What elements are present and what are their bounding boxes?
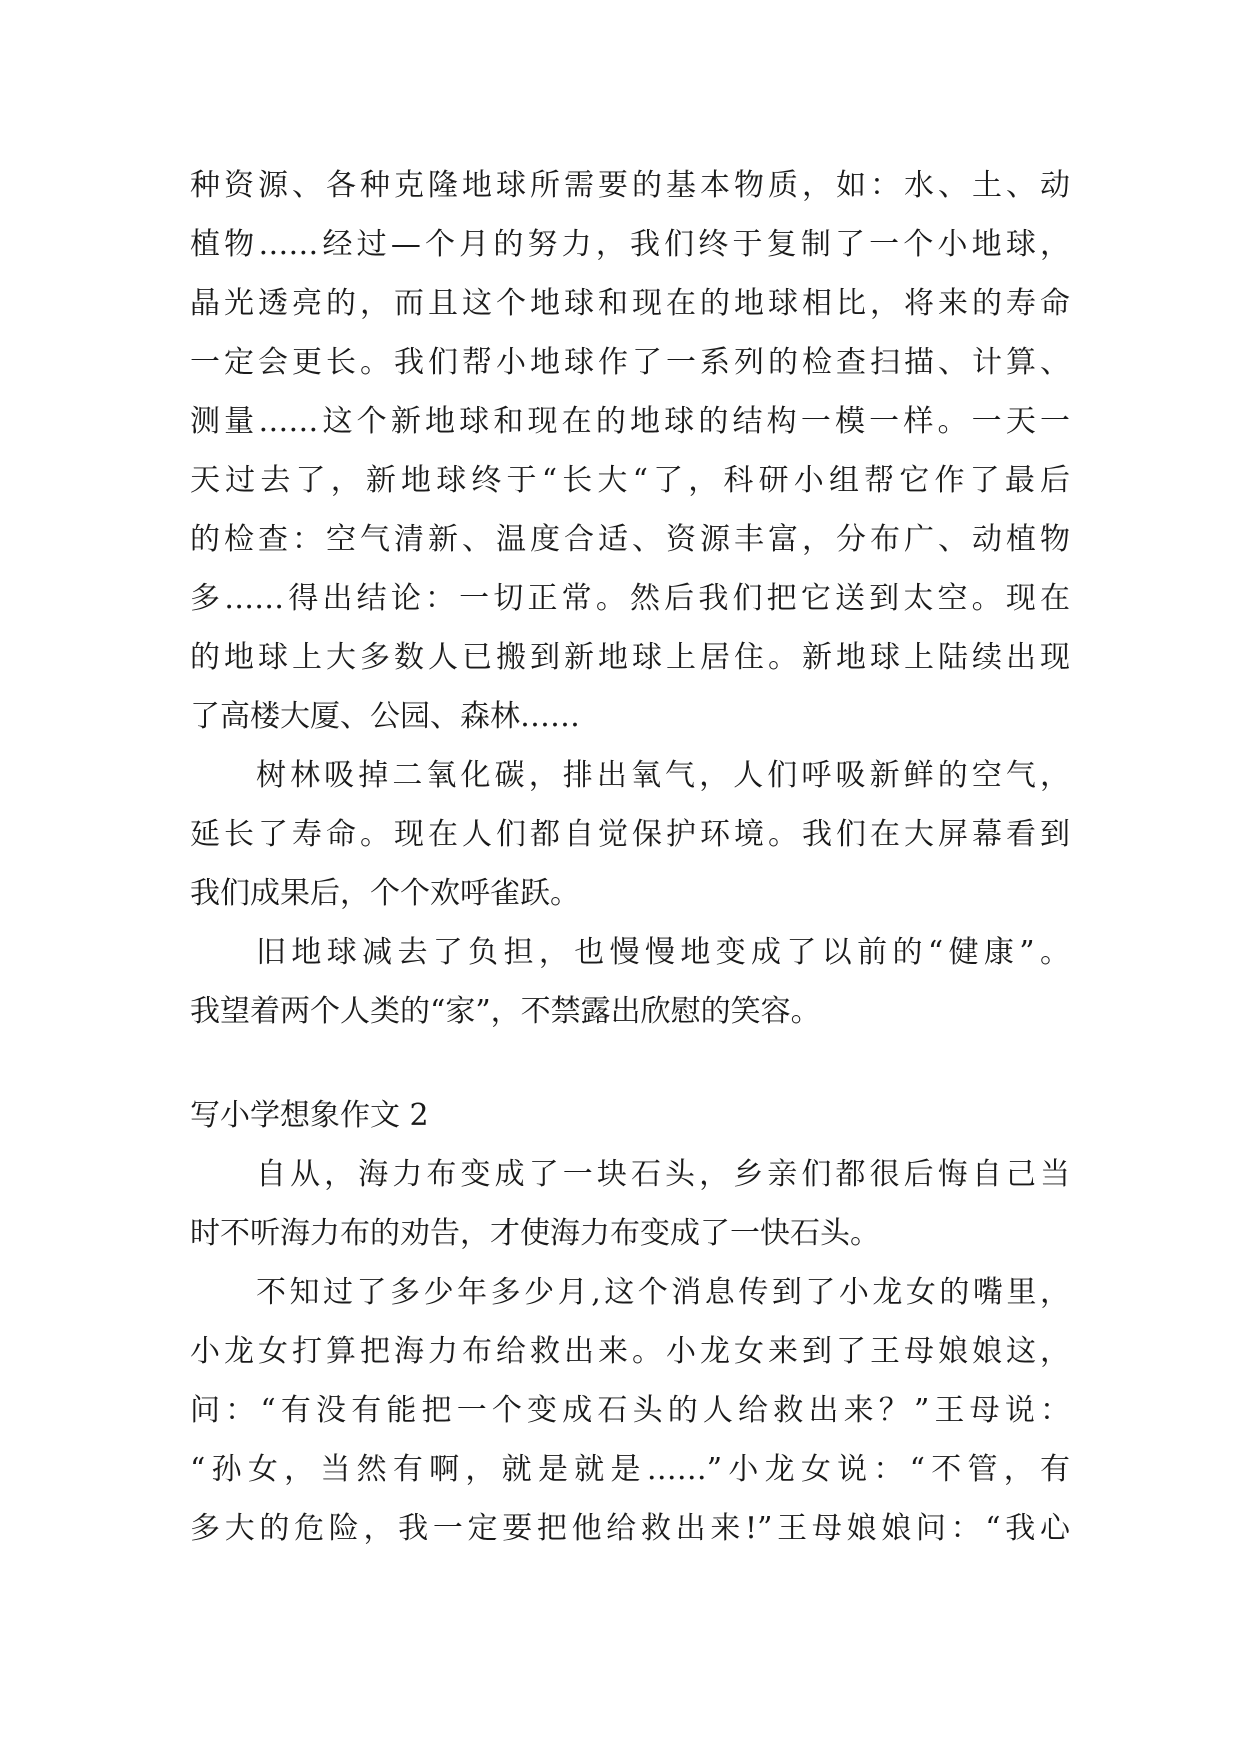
paragraph-line: 延长了寿命。现在人们都自觉保护环境。我们在大屏幕看到	[190, 817, 1070, 852]
paragraph-line: 自从，海力布变成了一块石头，乡亲们都很后悔自己当	[256, 1157, 1070, 1192]
section-heading: 写小学想象作文 2	[190, 1098, 429, 1133]
paragraph-line: 测量……这个新地球和现在的地球的结构一模一样。一天一	[190, 404, 1070, 439]
paragraph-line: 小龙女打算把海力布给救出来。小龙女来到了王母娘娘这，	[190, 1334, 1070, 1369]
paragraph-line: 植物……经过—个月的努力，我们终于复制了一个小地球，	[190, 227, 1070, 262]
paragraph-line: 旧地球减去了负担，也慢慢地变成了以前的“健康”。	[256, 935, 1070, 970]
paragraph-line: 一定会更长。我们帮小地球作了一系列的检查扫描、计算、	[190, 345, 1070, 380]
paragraph-line: 种资源、各种克隆地球所需要的基本物质，如：水、土、动	[190, 168, 1070, 203]
paragraph-line: 问：“有没有能把一个变成石头的人给救出来？”王母说：	[190, 1393, 1070, 1428]
paragraph-line: 了高楼大厦、公园、森林……	[190, 699, 580, 734]
paragraph-line: 晶光透亮的，而且这个地球和现在的地球相比，将来的寿命	[190, 286, 1070, 321]
paragraph-line: 多……得出结论：一切正常。然后我们把它送到太空。现在	[190, 581, 1070, 616]
paragraph-line: 不知过了多少年多少月,这个消息传到了小龙女的嘴里，	[256, 1275, 1070, 1310]
paragraph-line: 天过去了，新地球终于“长大“了，科研小组帮它作了最后	[190, 463, 1070, 498]
paragraph-line: 我们成果后，个个欢呼雀跃。	[190, 876, 580, 911]
paragraph-line: “孙女，当然有啊，就是就是……”小龙女说：“不管，有	[190, 1452, 1070, 1487]
paragraph-line: 多大的危险，我一定要把他给救出来!”王母娘娘问：“我心	[190, 1511, 1070, 1546]
paragraph-line: 的地球上大多数人已搬到新地球上居住。新地球上陆续出现	[190, 640, 1070, 675]
paragraph-line: 我望着两个人类的“家”，不禁露出欣慰的笑容。	[190, 994, 821, 1029]
paragraph-line: 树林吸掉二氧化碳，排出氧气，人们呼吸新鲜的空气，	[256, 758, 1070, 793]
paragraph-line: 时不听海力布的劝告，才使海力布变成了一快石头。	[190, 1216, 880, 1251]
paragraph-line: 的检查：空气清新、温度合适、资源丰富，分布广、动植物	[190, 522, 1070, 557]
